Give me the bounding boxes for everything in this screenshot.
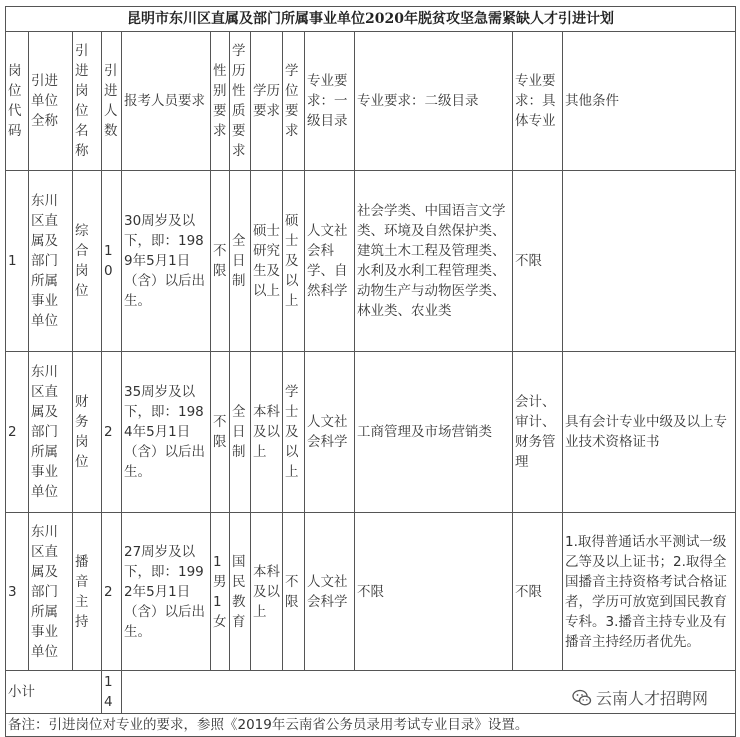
header-code: 岗位代码 <box>6 32 29 171</box>
header-education: 学历要求 <box>251 32 283 171</box>
watermark <box>572 686 708 709</box>
header-age-req: 报考人员要求 <box>122 32 211 171</box>
header-gender: 性别要求 <box>211 32 230 171</box>
header-row <box>6 32 736 171</box>
cell-education: 本科及以上 <box>251 352 283 513</box>
cell-unit: 东川区直属及部门所属事业单位 <box>29 352 73 513</box>
cell-major-specific: 不限 <box>513 171 563 352</box>
cell-count: 10 <box>102 171 122 352</box>
watermark-text: 云南人才招聘网 <box>596 689 709 708</box>
cell-major-specific: 不限 <box>513 513 563 671</box>
cell-unit: 东川区直属及部门所属事业单位 <box>29 171 73 352</box>
header-major-l1: 专业要求：一级目录 <box>305 32 355 171</box>
cell-degree: 学士及以上 <box>283 352 305 513</box>
cell-other <box>563 171 736 352</box>
cell-age-req: 35周岁及以下，即：1984年5月1日（含）以后出生。 <box>122 352 211 513</box>
cell-edu-type: 全日制 <box>230 171 251 352</box>
table-row <box>6 171 736 352</box>
note-row <box>6 714 736 737</box>
cell-education: 本科及以上 <box>251 513 283 671</box>
cell-other: 具有会计专业中级及以上专业技术资格证书 <box>563 352 736 513</box>
header-post: 引进岗位名称 <box>73 32 102 171</box>
cell-degree: 硕士及以上 <box>283 171 305 352</box>
cell-code: 3 <box>6 513 29 671</box>
cell-major-specific: 会计、审计、财务管理 <box>513 352 563 513</box>
cell-count: 2 <box>102 352 122 513</box>
table-row <box>6 513 736 671</box>
cell-edu-type: 国民教育 <box>230 513 251 671</box>
cell-unit: 东川区直属及部门所属事业单位 <box>29 513 73 671</box>
cell-count: 2 <box>102 513 122 671</box>
header-major-l2: 专业要求：二级目录 <box>355 32 513 171</box>
cell-post: 播音主持 <box>73 513 102 671</box>
table-row <box>6 352 736 513</box>
header-major-specific: 专业要求：具体专业 <box>513 32 563 171</box>
wechat-icon <box>572 689 592 707</box>
cell-major-l1: 人文社会科学 <box>305 513 355 671</box>
note-text: 备注：引进岗位对专业的要求，参照《2019年云南省公务员录用考试专业目录》设置。 <box>6 714 736 737</box>
cell-degree: 不限 <box>283 513 305 671</box>
cell-post: 财务岗位 <box>73 352 102 513</box>
header-unit: 引进单位全称 <box>29 32 73 171</box>
header-degree: 学位要求 <box>283 32 305 171</box>
cell-major-l2: 不限 <box>355 513 513 671</box>
cell-gender: 不限 <box>211 352 230 513</box>
cell-edu-type: 全日制 <box>230 352 251 513</box>
cell-major-l1: 人文社会科学、自然科学 <box>305 171 355 352</box>
cell-post: 综合岗位 <box>73 171 102 352</box>
cell-age-req: 30周岁及以下，即：1989年5月1日（含）以后出生。 <box>122 171 211 352</box>
cell-gender: 1男1女 <box>211 513 230 671</box>
cell-other: 1.取得普通话水平测试一级乙等及以上证书；2.取得全国播音主持资格考试合格证者，学历可放宽到国民教育专科。3.播音主持专业及有播音主持经历者优先。 <box>563 513 736 671</box>
header-other: 其他条件 <box>563 32 736 171</box>
subtotal-label: 小计 <box>6 671 102 714</box>
header-edu-type: 学历性质要求 <box>230 32 251 171</box>
cell-code: 2 <box>6 352 29 513</box>
cell-major-l2: 工商管理及市场营销类 <box>355 352 513 513</box>
cell-major-l1: 人文社会科学 <box>305 352 355 513</box>
cell-major-l2: 社会学类、中国语言文学类、环境及自然保护类、建筑土木工程及管理类、水利及水利工程管理类、动物生产与动物医学类、林业类、农业类 <box>355 171 513 352</box>
cell-age-req: 27周岁及以下，即：1992年5月1日（含）以后出生。 <box>122 513 211 671</box>
table-title: 昆明市东川区直属及部门所属事业单位2020年脱贫攻坚急需紧缺人才引进计划 <box>6 7 736 32</box>
cell-gender: 不限 <box>211 171 230 352</box>
cell-code: 1 <box>6 171 29 352</box>
header-count: 引进人数 <box>102 32 122 171</box>
recruitment-plan-table <box>5 6 736 737</box>
subtotal-value: 14 <box>102 671 122 714</box>
cell-education: 硕士研究生及以上 <box>251 171 283 352</box>
